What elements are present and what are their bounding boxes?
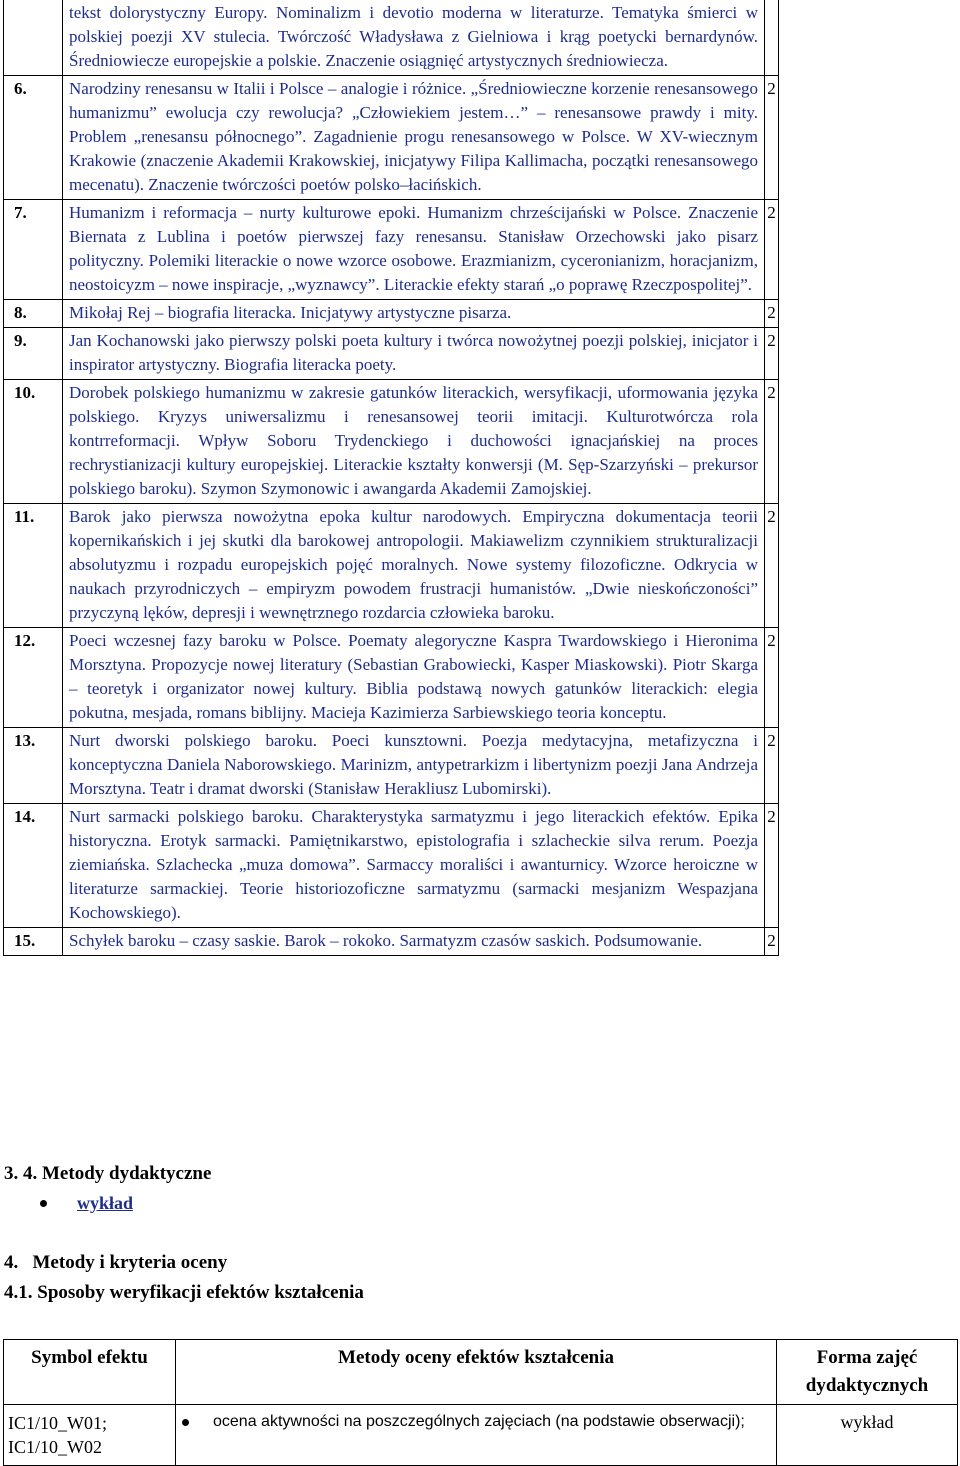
topic-number: 14. xyxy=(4,804,63,928)
topic-number: 12. xyxy=(4,628,63,728)
syllabus-row xyxy=(4,728,779,804)
header-form: Forma zajęć dydaktycznych xyxy=(777,1340,958,1405)
topic-number: 10. xyxy=(4,380,63,504)
syllabus-row xyxy=(4,76,779,200)
syllabus-row xyxy=(4,0,779,76)
verification-row xyxy=(4,1405,958,1466)
topic-hours: 2 xyxy=(765,504,779,628)
topic-number: 11. xyxy=(4,504,63,628)
topic-hours xyxy=(765,0,779,76)
topic-text: Barok jako pierwsza nowożytna epoka kultur narodowych. Empiryczna dokumentacja teorii kopernikańskich i jej skutki dla barokowej antropologii. Makiawelizm czynnikiem strukturalizacji absolutyzmu i rozpadu europejskich pojęć moralnych. Nowe systemy filozoficzne. Odkrycia w naukach przyrodniczych – empiryzm powodem frustracji humanistów. „Dwie nieskończoności” przyczyną lęków, depresji i wewnętrznego rozdarcia człowieka baroku. xyxy=(63,504,765,628)
effect-symbol: IC1/10_W01; IC1/10_W02 xyxy=(4,1405,176,1466)
topic-hours: 2 xyxy=(765,300,779,328)
topic-text: Nurt sarmacki polskiego baroku. Charakterystyka sarmatyzmu i jego literackich efektów. Epika historyczna. Erotyk sarmacki. Pamiętnikarstwo, epistolografia i szlacheckie silva rerum. Poezja ziemiańska. Szlachecka „muza domowa”. Sarmaccy moraliści i awanturnicy. Wzorce heroiczne w literaturze sarmackiej. Teorie historiozoficzne sarmatyzmu (sarmacki mesjanizm Wespazjana Kochowskiego). xyxy=(63,804,765,928)
topic-number: 13. xyxy=(4,728,63,804)
bullet-icon xyxy=(182,1419,189,1426)
topic-number: 8. xyxy=(4,300,63,328)
header-methods: Metody oceny efektów kształcenia xyxy=(176,1340,777,1405)
topic-number: 15. xyxy=(4,928,63,956)
syllabus-row xyxy=(4,504,779,628)
topic-text: Dorobek polskiego humanizmu w zakresie gatunków literackich, wersyfikacji, uformowania języka polskiego. Kryzys uniwersalizmu i renesansowej teorii imitacji. Kulturotwórcza rola kontrreformacji. Wpływ Soboru Trydenckiego i duchowości ignacjańskiej na proces rechrystianizacji kultury europejskiej. Literackie kształty konwersji (M. Sęp-Szarzyński – prekursor polskiego baroku). Szymon Szymonowic i awangarda Akademii Zamojskiej. xyxy=(63,380,765,504)
topic-text: Poeci wczesnej fazy baroku w Polsce. Poematy alegoryczne Kaspra Twardowskiego i Hieronima Morsztyna. Propozycje nowej literatury (Sebastian Grabowiecki, Kasper Miaskowski). Piotr Skarga – teoretyk i organizator nowej kultury. Biblia podstawą nowych gatunków literackich: elegia pokutna, mesjada, romans biblijny. Macieja Kazimierza Sarbiewskiego teoria konceptu. xyxy=(63,628,765,728)
syllabus-row xyxy=(4,804,779,928)
topic-hours: 2 xyxy=(765,728,779,804)
topic-number: 6. xyxy=(4,76,63,200)
topic-text: Jan Kochanowski jako pierwszy polski poeta kultury i twórca nowożytnej poezji polskiej, inicjator i inspirator artystyczny. Biografia literacka poety. xyxy=(63,328,765,380)
topic-hours: 2 xyxy=(765,628,779,728)
method-list-item xyxy=(40,1193,133,1214)
section-verification-heading: 4.1. Sposoby weryfikacji efektów kształcenia xyxy=(4,1282,364,1303)
class-form: wykład xyxy=(777,1405,958,1466)
syllabus-row xyxy=(4,628,779,728)
assessment-method-text: ocena aktywności na poszczególnych zajęciach (na podstawie obserwacji); xyxy=(213,1413,745,1430)
bullet-icon xyxy=(40,1200,47,1207)
section-criteria-heading: 4. Metody i kryteria oceny xyxy=(4,1252,228,1273)
syllabus-row xyxy=(4,328,779,380)
topic-number: 7. xyxy=(4,200,63,300)
verification-table xyxy=(3,1339,958,1466)
syllabus-row xyxy=(4,300,779,328)
method-label: wykład xyxy=(77,1193,134,1213)
section-methods-heading: 3. 4. Metody dydaktyczne xyxy=(4,1163,212,1184)
topic-text: tekst dolorystyczny Europy. Nominalizm i devotio moderna w literaturze. Tematyka śmierci w polskiej poezji XV stulecia. Twórczość Władysława z Gielniowa i krąg poetycki bernardynów. Średniowiecze europejskie a polskie. Znaczenie osiągnięć artystycznych średniowiecza. xyxy=(63,0,765,76)
topic-hours: 2 xyxy=(765,380,779,504)
topic-hours: 2 xyxy=(765,928,779,956)
header-symbol: Symbol efektu xyxy=(4,1340,176,1405)
topic-text: Nurt dworski polskiego baroku. Poeci kunsztowni. Poezja medytacyjna, metafizyczna i konceptyczna Daniela Naborowskiego. Marinizm, antypetrarkizm i libertynizm poezji Jana Andrzeja Morsztyna. Teatr i dramat dworski (Stanisław Herakliusz Lubomirski). xyxy=(63,728,765,804)
topic-number: 9. xyxy=(4,328,63,380)
syllabus-table xyxy=(3,0,779,956)
topic-text: Mikołaj Rej – biografia literacka. Inicjatywy artystyczne pisarza. xyxy=(63,300,765,328)
assessment-method-cell xyxy=(176,1405,777,1466)
topic-text: Schyłek baroku – czasy saskie. Barok – rokoko. Sarmatyzm czasów saskich. Podsumowanie. xyxy=(63,928,765,956)
topic-hours: 2 xyxy=(765,200,779,300)
topic-hours: 2 xyxy=(765,328,779,380)
topic-text: Narodziny renesansu w Italii i Polsce – analogie i różnice. „Średniowieczne korzenie renesansowego humanizmu” ewolucja czy rewolucja? „Człowiekiem jestem…” – renesansowe prawdy i mity. Problem „renesansu północnego”. Zagadnienie progu renesansowego w Polsce. W XV-wiecznym Krakowie (znaczenie Akademii Krakowskiej, inicjatywy Filipa Kallimacha, początki renesansowego mecenatu). Znaczenie twórczości poetów polsko–łacińskich. xyxy=(63,76,765,200)
topic-number xyxy=(4,0,63,76)
topic-text: Humanizm i reformacja – nurty kulturowe epoki. Humanizm chrześcijański w Polsce. Znaczenie Biernata z Lublina i poetów pierwszej fazy renesansu. Stanisław Orzechowski jako pisarz polityczny. Polemiki literackie o nowe wzorce osobowe. Erazmianizm, cyceronianizm, horacjanizm, neostoicyzm – nowe inspiracje, „wyznawcy”. Literackie efekty starań „o poprawę Rzeczpospolitej”. xyxy=(63,200,765,300)
syllabus-row xyxy=(4,928,779,956)
topic-hours: 2 xyxy=(765,76,779,200)
syllabus-row xyxy=(4,200,779,300)
syllabus-row xyxy=(4,380,779,504)
topic-hours: 2 xyxy=(765,804,779,928)
